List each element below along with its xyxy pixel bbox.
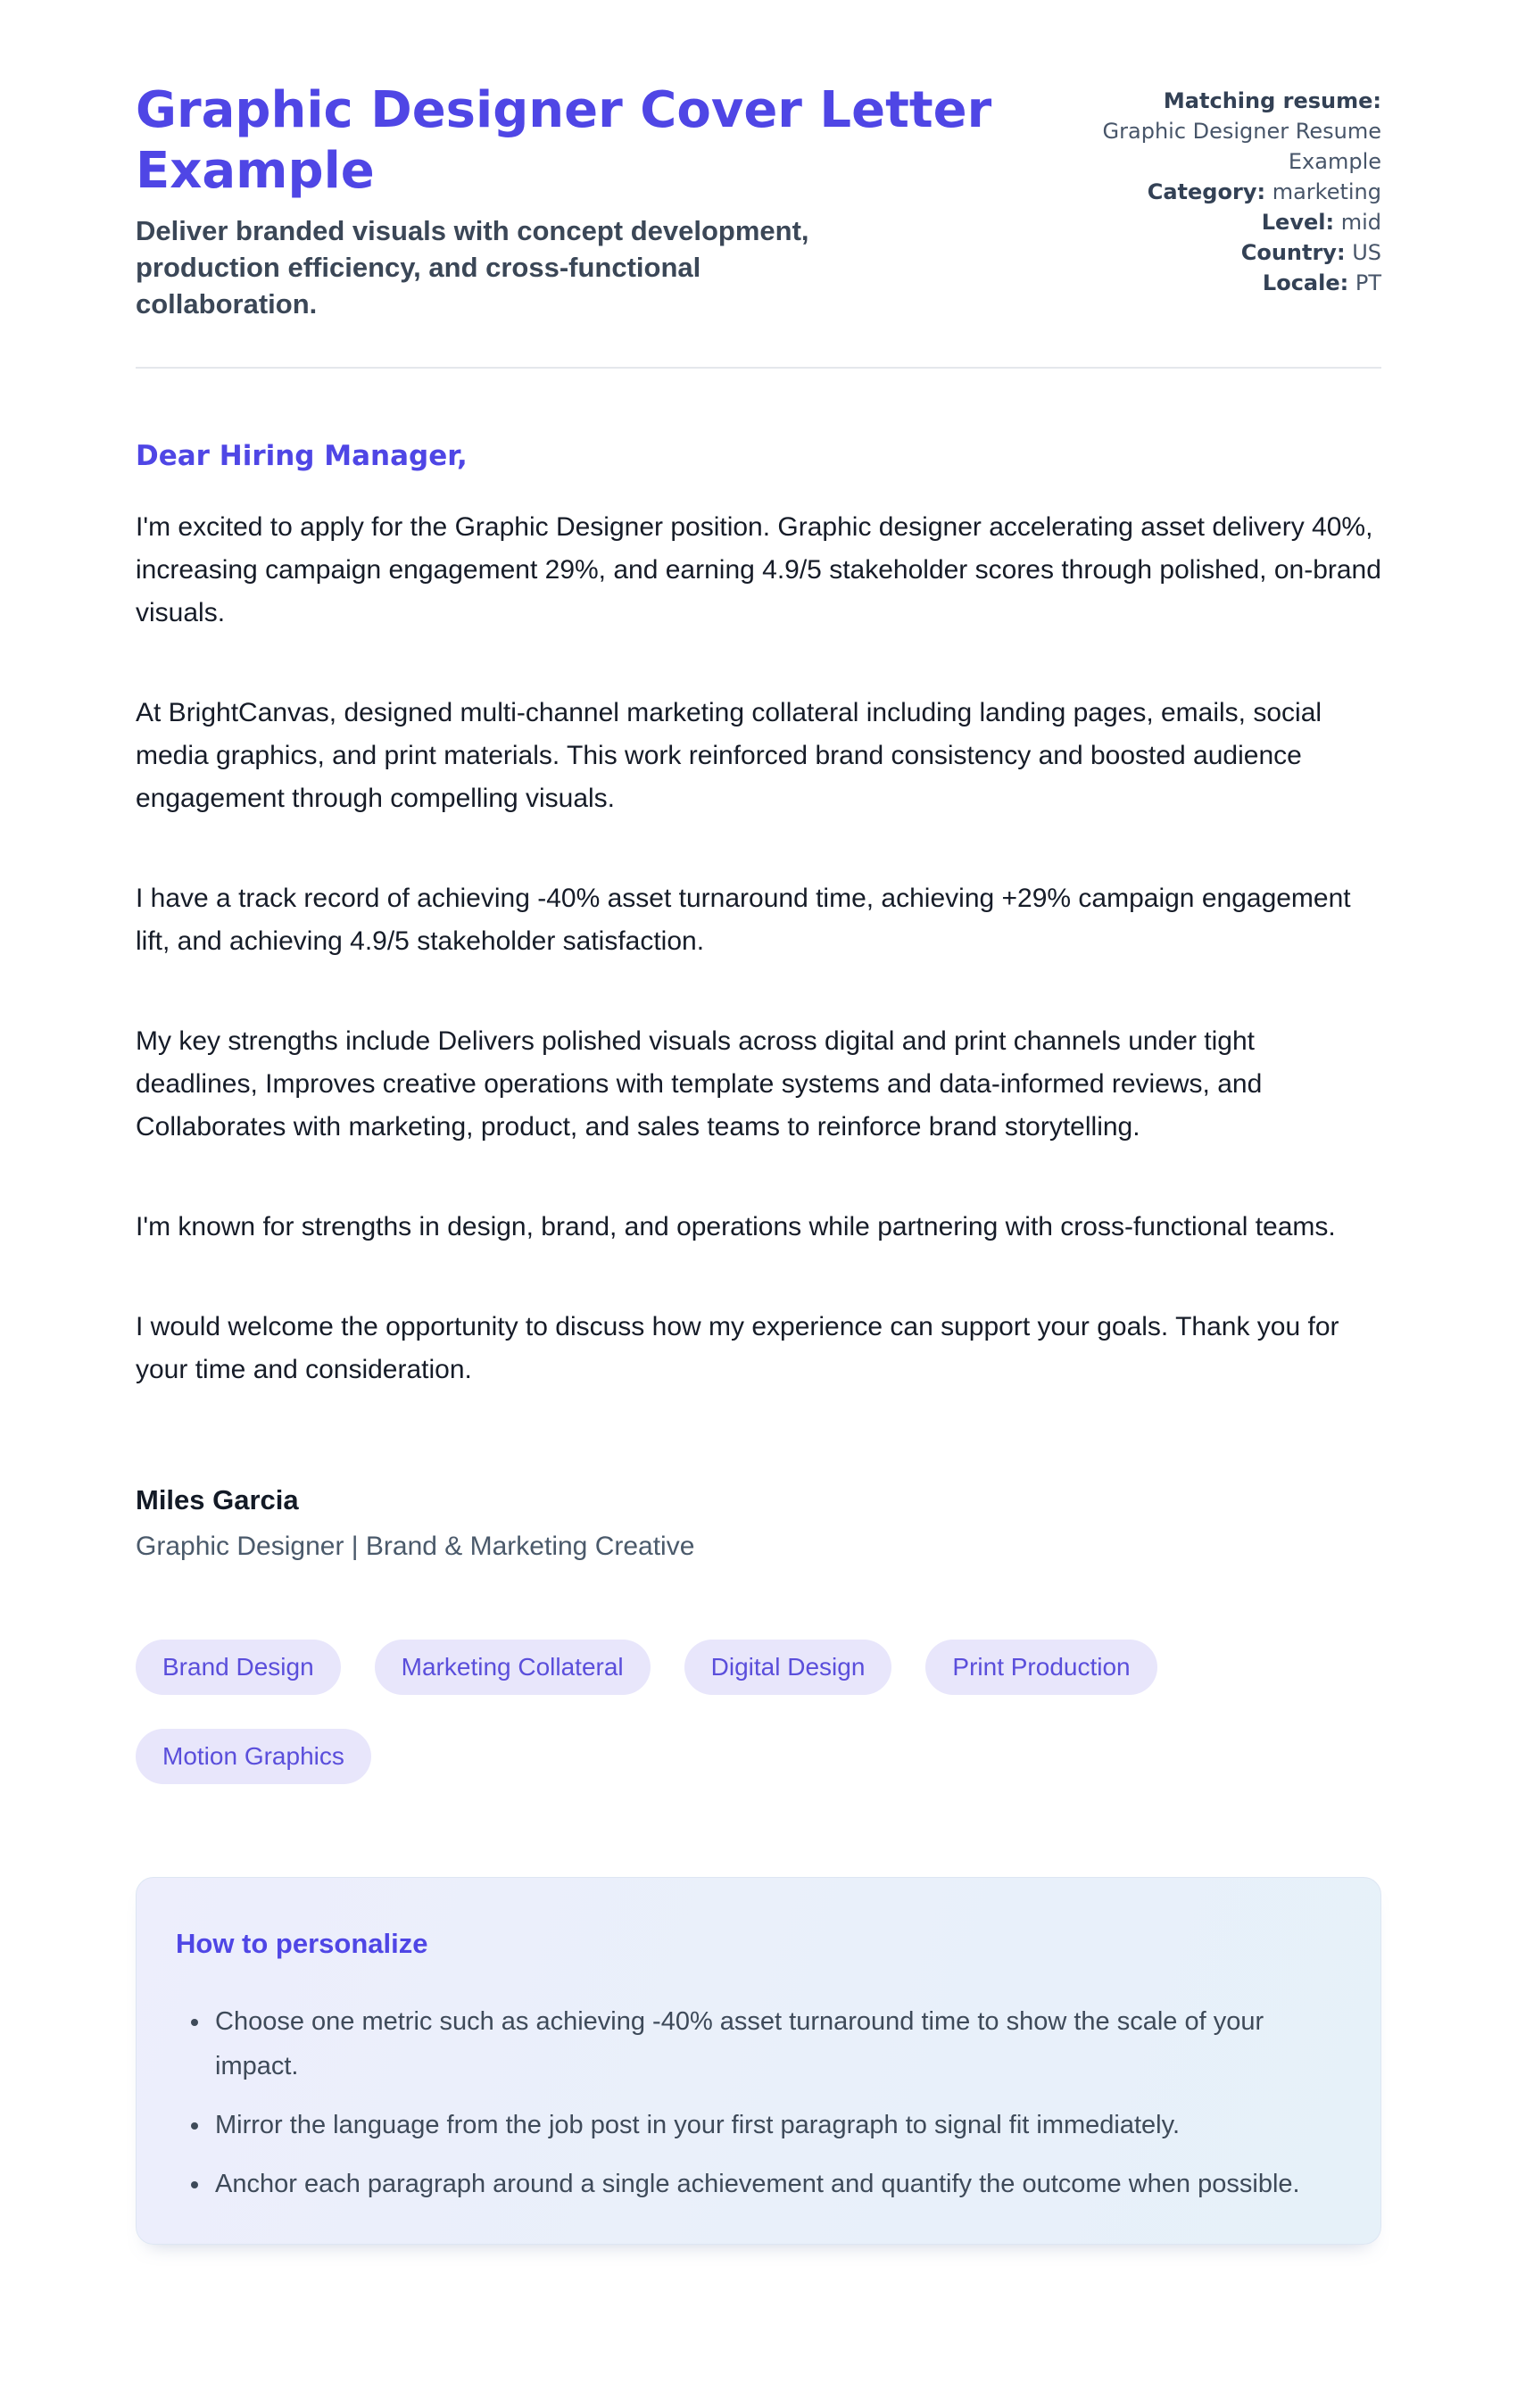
personalize-list [176, 1999, 1330, 2206]
header-divider [136, 367, 1381, 369]
skill-tag-digital-design[interactable]: Digital Design [684, 1640, 892, 1695]
skill-tags [136, 1640, 1381, 1784]
signature-role: Graphic Designer | Brand & Marketing Creative [136, 1532, 695, 1561]
letter-paragraph: I have a track record of achieving -40% asset turnaround time, achieving +29% campaign engagement lift, and achieving 4.9/5 stakeholder satisfaction. [136, 884, 1351, 956]
meta-field-country [1074, 237, 1381, 268]
skill-tag-marketing-collateral[interactable]: Marketing Collateral [375, 1640, 651, 1695]
header-title-block [136, 80, 1038, 322]
resume-meta-panel [1074, 80, 1381, 322]
page-header [136, 80, 1381, 322]
skill-tag-brand-design[interactable]: Brand Design [136, 1640, 341, 1695]
personalize-tip-box [136, 1877, 1381, 2245]
meta-field-locale [1074, 268, 1381, 298]
meta-field-level-value: mid [1340, 210, 1381, 235]
meta-field-country-value: US [1352, 240, 1381, 265]
letter-paragraph: My key strengths include Delivers polished visuals across digital and print channels under tight deadlines, Improves creative operations with template systems and data-informed reviews, and Collaborates with marketing, product, and sales teams to reinforce brand storytelling. [136, 1026, 1263, 1142]
meta-field-country-label: Country: [1240, 240, 1346, 265]
matching-resume-label [1074, 86, 1381, 116]
matching-resume-label-text: Matching resume: [1163, 88, 1381, 113]
meta-field-level-label: Level: [1261, 210, 1335, 235]
page-subtitle: Deliver branded visuals with concept development, production efficiency, and cross-functional collaboration. [136, 215, 809, 320]
meta-field-category-label: Category: [1147, 179, 1266, 204]
meta-field-category-value: marketing [1272, 179, 1381, 204]
letter-paragraph: At BrightCanvas, designed multi-channel marketing collateral including landing pages, emails, social media graphics, and print materials. This work reinforced brand consistency and boosted audience engagement through compelling visuals. [136, 698, 1322, 813]
personalize-bullet: • Anchor each paragraph around a single achievement and quantify the outcome when possible. [211, 2162, 1330, 2206]
meta-field-category [1074, 177, 1381, 207]
personalize-bullet: • Choose one metric such as achieving -40% asset turnaround time to show the scale of your impact. [211, 1999, 1330, 2088]
meta-field-level [1074, 207, 1381, 237]
personalize-heading: How to personalize [176, 1928, 428, 1959]
meta-field-locale-value: PT [1355, 270, 1381, 295]
matching-resume-value: Graphic Designer Resume Example [1102, 119, 1381, 174]
signature-name: Miles Garcia [136, 1484, 299, 1515]
page-title: Graphic Designer Cover Letter Example [136, 81, 992, 200]
letter-salutation: Dear Hiring Manager, [136, 440, 468, 472]
personalize-bullet: • Mirror the language from the job post in your first paragraph to signal fit immediately. [211, 2103, 1330, 2147]
letter-paragraph: I would welcome the opportunity to discuss how my experience can support your goals. Thank you for your time and consideration. [136, 1312, 1339, 1384]
skill-tag-motion-graphics[interactable]: Motion Graphics [136, 1729, 371, 1784]
skill-tag-print-production[interactable]: Print Production [925, 1640, 1156, 1695]
meta-field-locale-label: Locale: [1262, 270, 1349, 295]
letter-paragraph: I'm known for strengths in design, brand, and operations while partnering with cross-functional teams. [136, 1212, 1336, 1241]
letter-body [136, 438, 1381, 2245]
letter-paragraph: I'm excited to apply for the Graphic Designer position. Graphic designer accelerating asset delivery 40%, increasing campaign engagement 29%, and earning 4.9/5 stakeholder scores through polished, on-brand visuals. [136, 512, 1381, 627]
